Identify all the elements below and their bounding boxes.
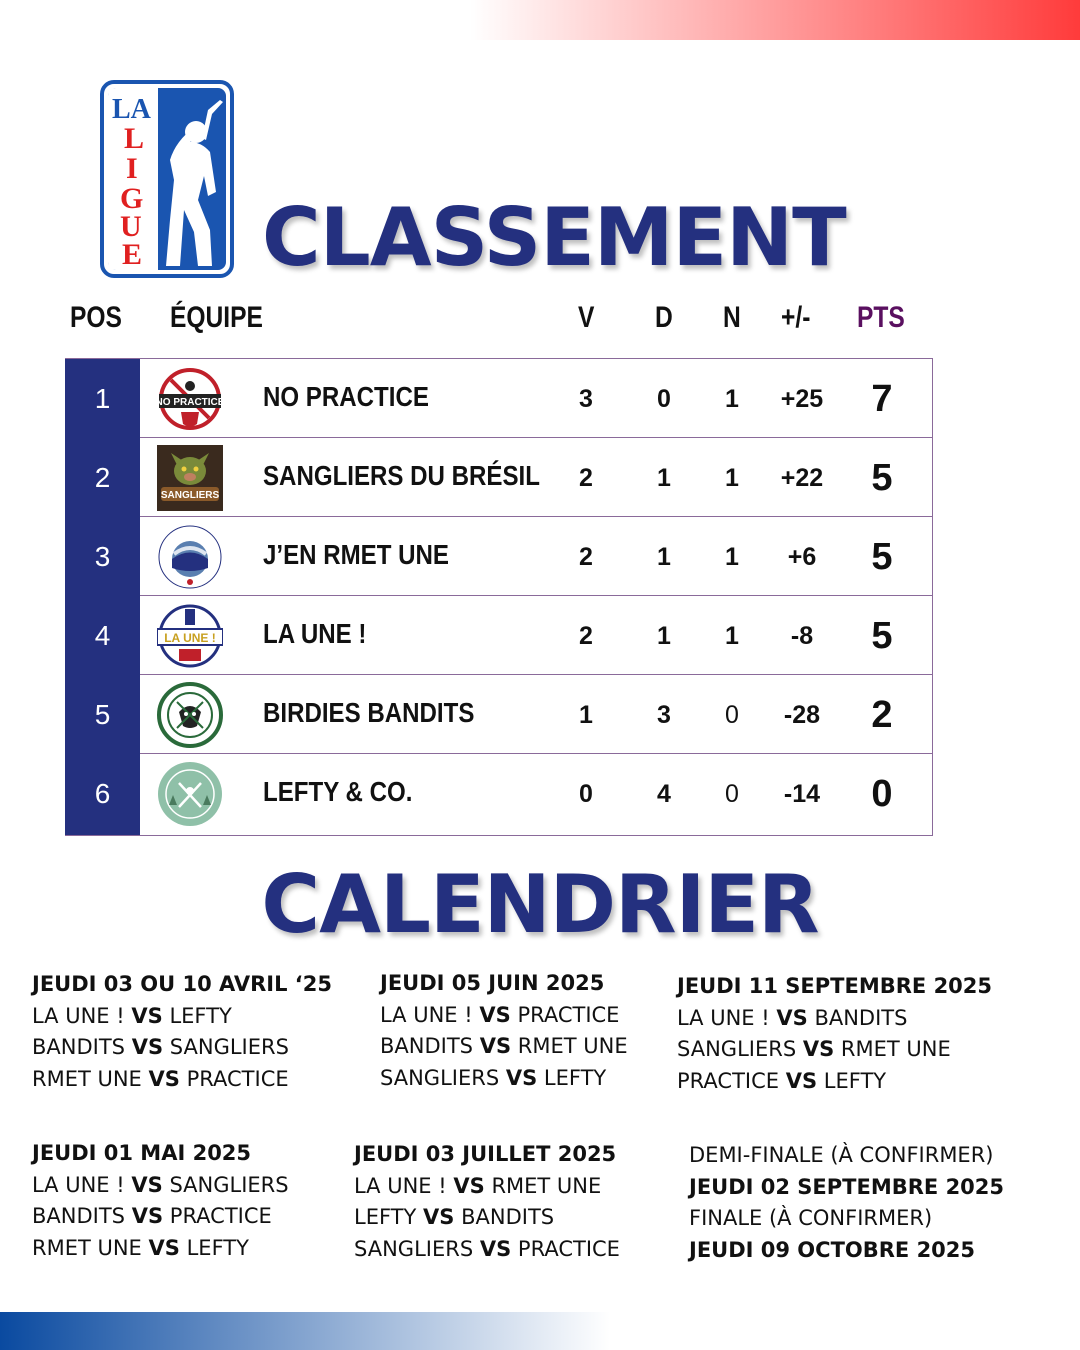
birdies-bandits-logo-icon xyxy=(157,682,223,748)
position-cell: 5 xyxy=(94,699,111,730)
match-line xyxy=(380,1031,628,1063)
match-line xyxy=(32,1170,289,1202)
no-practice-logo-icon xyxy=(157,366,223,432)
match-line xyxy=(32,1001,332,1033)
table-row xyxy=(65,596,932,675)
team-label: LA UNE ! xyxy=(354,1173,447,1198)
semi-final-label: DEMI-FINALE (À CONFIRMER) xyxy=(689,1143,994,1167)
position-cell: 6 xyxy=(94,778,111,809)
team-label: SANGLIERS xyxy=(677,1037,797,1061)
standings-table xyxy=(65,358,933,836)
wins-cell: 2 xyxy=(579,622,593,650)
team-logo-text: LA UNE ! xyxy=(164,631,216,645)
schedule-block xyxy=(380,968,628,1094)
position-cell: 2 xyxy=(94,462,111,493)
team-name: J’EN RMET UNE xyxy=(263,539,449,570)
match-line xyxy=(677,1034,992,1066)
team-logo-text: NO PRACTICE xyxy=(157,397,223,408)
points-cell: 7 xyxy=(871,378,893,420)
losses-cell: 1 xyxy=(657,622,671,650)
draws-cell: 1 xyxy=(725,622,739,650)
svg-text:U: U xyxy=(120,210,142,243)
match-date: JEUDI 03 OU 10 AVRIL ‘25 xyxy=(32,972,333,996)
points-cell: 5 xyxy=(871,615,893,657)
diff-cell: +6 xyxy=(787,543,817,571)
team-label: LA UNE ! xyxy=(32,1172,125,1197)
team-label: PRACTICE xyxy=(186,1066,289,1091)
final-date: JEUDI 09 OCTOBRE 2025 xyxy=(689,1237,976,1262)
header-v: V xyxy=(578,301,595,334)
team-label: BANDITS xyxy=(814,1005,908,1030)
header-d: D xyxy=(655,301,673,334)
match-date: JEUDI 03 JUILLET 2025 xyxy=(354,1142,617,1166)
losses-cell: 1 xyxy=(657,543,671,571)
header-n: N xyxy=(723,301,741,334)
diff-cell: -8 xyxy=(790,622,814,650)
draws-cell: 0 xyxy=(725,780,739,808)
position-cell: 4 xyxy=(94,620,111,651)
vs-label: VS xyxy=(131,1172,163,1197)
losses-cell: 0 xyxy=(657,385,671,413)
la-une-logo-icon xyxy=(157,603,223,669)
table-row xyxy=(65,517,932,596)
team-name: BIRDIES BANDITS xyxy=(263,697,475,728)
wins-cell: 2 xyxy=(579,464,593,492)
team-label: LA UNE ! xyxy=(677,1005,770,1030)
team-label: BANDITS xyxy=(461,1205,555,1229)
vs-label: VS xyxy=(131,1035,164,1059)
team-name: LA UNE ! xyxy=(263,618,367,649)
team-label: SANGLIERS xyxy=(380,1065,500,1090)
team-label: RMET UNE xyxy=(32,1066,142,1091)
vs-label: VS xyxy=(479,1034,512,1058)
team-label: LEFTY xyxy=(354,1205,417,1229)
team-label: BANDITS xyxy=(380,1034,474,1058)
losses-cell: 3 xyxy=(657,701,671,729)
match-line xyxy=(354,1234,620,1266)
team-label: RMET UNE xyxy=(491,1173,602,1198)
team-label: PRACTICE xyxy=(517,1236,620,1261)
wins-cell: 0 xyxy=(579,780,593,808)
position-cell: 3 xyxy=(94,541,111,572)
team-name: LEFTY & CO. xyxy=(263,776,413,807)
team-label: LEFTY xyxy=(543,1065,607,1090)
league-logo xyxy=(100,80,234,278)
diff-cell: -14 xyxy=(783,780,821,808)
team-name: NO PRACTICE xyxy=(263,381,429,412)
match-line xyxy=(380,1063,628,1095)
vs-label: VS xyxy=(423,1205,455,1229)
match-line xyxy=(354,1202,620,1234)
draws-cell: 1 xyxy=(725,385,739,413)
losses-cell: 4 xyxy=(657,780,671,808)
lefty-and-co-logo-icon xyxy=(157,761,223,827)
bottom-gradient-bar xyxy=(0,1312,610,1350)
match-line xyxy=(32,1233,289,1265)
wins-cell: 2 xyxy=(579,543,593,571)
match-date: JEUDI 05 JUIN 2025 xyxy=(380,971,605,995)
team-label: LEFTY xyxy=(169,1003,232,1028)
vs-label: VS xyxy=(131,1003,163,1028)
table-row xyxy=(65,359,932,438)
vs-label: VS xyxy=(148,1066,180,1091)
schedule-block xyxy=(677,971,992,1097)
header-diff: +/- xyxy=(781,301,811,334)
losses-cell: 1 xyxy=(657,464,671,492)
header-team: ÉQUIPE xyxy=(170,301,263,334)
team-label: RMET UNE xyxy=(840,1037,951,1061)
match-line xyxy=(32,1201,289,1233)
wins-cell: 1 xyxy=(579,701,593,729)
team-label: BANDITS xyxy=(32,1204,126,1228)
match-line xyxy=(32,1064,332,1096)
team-label: PRACTICE xyxy=(677,1068,780,1093)
team-label: PRACTICE xyxy=(517,1002,620,1027)
schedule-block xyxy=(32,1138,289,1264)
draws-cell: 1 xyxy=(725,464,739,492)
points-cell: 0 xyxy=(871,773,893,815)
svg-text:G: G xyxy=(120,182,144,215)
diff-cell: -28 xyxy=(783,701,821,729)
vs-label: VS xyxy=(148,1235,180,1260)
vs-label: VS xyxy=(802,1037,835,1061)
svg-text:LA: LA xyxy=(112,94,151,125)
match-line xyxy=(32,1032,332,1064)
vs-label: VS xyxy=(785,1068,818,1093)
calendrier-title: CALENDRIER xyxy=(261,858,819,951)
match-line xyxy=(677,1066,992,1098)
svg-text:E: E xyxy=(122,238,143,271)
header-pos: POS xyxy=(70,301,122,334)
team-label: RMET UNE xyxy=(517,1034,628,1058)
semi-final-date: JEUDI 02 SEPTEMBRE 2025 xyxy=(689,1174,1005,1199)
top-gradient-bar xyxy=(470,0,1080,40)
points-cell: 5 xyxy=(871,536,893,578)
vs-label: VS xyxy=(131,1204,164,1228)
table-row xyxy=(65,675,932,754)
team-label: LEFTY xyxy=(823,1068,887,1093)
team-name: SANGLIERS DU BRÉSIL xyxy=(263,460,540,491)
match-line xyxy=(380,1000,628,1032)
draws-cell: 0 xyxy=(725,701,739,729)
wins-cell: 3 xyxy=(579,385,593,413)
final-label: FINALE (À CONFIRMER) xyxy=(689,1206,933,1230)
match-date: JEUDI 11 SEPTEMBRE 2025 xyxy=(677,974,993,998)
team-label: LA UNE ! xyxy=(32,1003,125,1028)
header-pts: PTS xyxy=(857,301,905,334)
position-cell: 1 xyxy=(94,383,111,414)
team-label: PRACTICE xyxy=(169,1204,272,1228)
schedule-block xyxy=(32,969,332,1095)
sangliers-logo-icon xyxy=(157,445,223,511)
vs-label: VS xyxy=(776,1005,808,1030)
vs-label: VS xyxy=(479,1236,512,1261)
team-label: SANGLIERS xyxy=(354,1236,474,1261)
diff-cell: +22 xyxy=(780,464,824,492)
match-line xyxy=(677,1003,992,1035)
classement-title: CLASSEMENT xyxy=(262,191,846,284)
vs-label: VS xyxy=(453,1173,485,1198)
team-logo-text: SANGLIERS xyxy=(160,490,220,501)
table-row xyxy=(65,438,932,517)
team-label: SANGLIERS xyxy=(169,1172,289,1197)
match-date: JEUDI 01 MAI 2025 xyxy=(32,1141,252,1165)
playoffs-block xyxy=(689,1140,1004,1266)
team-label: RMET UNE xyxy=(32,1235,142,1260)
match-line xyxy=(354,1171,620,1203)
vs-label: VS xyxy=(479,1002,511,1027)
points-cell: 2 xyxy=(871,694,893,736)
team-label: LEFTY xyxy=(186,1235,249,1260)
team-label: SANGLIERS xyxy=(169,1035,289,1059)
diff-cell: +25 xyxy=(780,385,824,413)
team-label: LA UNE ! xyxy=(380,1002,473,1027)
svg-text:I: I xyxy=(126,152,138,185)
team-label: BANDITS xyxy=(32,1035,126,1059)
points-cell: 5 xyxy=(871,457,893,499)
draws-cell: 1 xyxy=(725,543,739,571)
schedule-block xyxy=(354,1139,620,1265)
table-row xyxy=(65,754,932,833)
svg-text:L: L xyxy=(124,122,145,155)
vs-label: VS xyxy=(505,1065,538,1090)
jen-rmet-une-logo-icon xyxy=(157,524,223,590)
